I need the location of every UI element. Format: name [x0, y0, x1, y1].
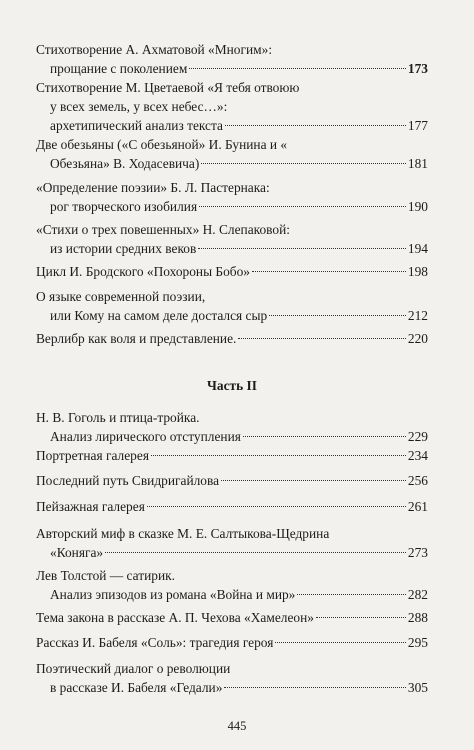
leader-dots [199, 206, 406, 207]
entry-title-line: «Определение поэзии» Б. Л. Пастернака: [36, 180, 270, 195]
entry-title-line: Цикл И. Бродского «Похороны Бобо» [36, 264, 251, 279]
toc-entry [36, 287, 428, 325]
page-number: 273 [407, 545, 428, 560]
entry-title-line: из истории средних веков [50, 241, 197, 256]
entry-title-line: Стихотворение М. Цветаевой «Я тебя отвоюю [36, 80, 300, 95]
page-number: 288 [407, 610, 428, 625]
page-number: 220 [407, 331, 428, 346]
page-number: 234 [407, 448, 428, 463]
entry-title-line: архетипический анализ текста [50, 118, 223, 133]
page-folio-number: 445 [227, 719, 247, 733]
toc-entry [36, 40, 428, 78]
entry-title-line: Анализ лирического отступления [50, 429, 241, 444]
toc-entry [36, 566, 428, 604]
entry-title-line: Рассказ И. Бабеля «Соль»: трагедия героя [36, 635, 274, 650]
page-number: 261 [407, 499, 428, 514]
page-number: 212 [407, 308, 428, 323]
page-number: 256 [407, 473, 428, 488]
page-number: 194 [407, 241, 428, 256]
toc-entry [36, 497, 428, 516]
leader-dots [316, 617, 406, 618]
entry-title-line: Пейзажная галерея [36, 499, 145, 514]
page-number: 198 [407, 264, 428, 279]
entry-title-line: Поэтический диалог о революции [36, 661, 231, 676]
leader-dots [189, 68, 406, 69]
leader-dots [238, 338, 406, 339]
leader-dots [243, 436, 406, 437]
entry-title-line: рог творческого изобилия [50, 199, 198, 214]
toc-entry [36, 446, 428, 465]
entry-title-line: Верлибр как воля и представление. [36, 331, 237, 346]
toc-entry [36, 262, 428, 281]
entry-title-line: Лев Толстой — сатирик. [36, 568, 175, 583]
toc-entry [36, 633, 428, 652]
toc-entry [36, 220, 428, 258]
leader-dots [198, 248, 406, 249]
page-number: 229 [407, 429, 428, 444]
entry-title-line: Тема закона в рассказе А. П. Чехова «Хамелеон» [36, 610, 314, 625]
entry-title-line: Две обезьяны («С обезьяной» И. Бунина и « [36, 137, 288, 152]
page-number: 173 [407, 61, 428, 76]
page-number: 181 [407, 156, 428, 171]
page-number: 295 [407, 635, 428, 650]
entry-title-line: Последний путь Свидригайлова [36, 473, 220, 488]
page-number: 190 [407, 199, 428, 214]
entry-title-line: «Стихи о трех повешенных» Н. Слепаковой: [36, 222, 290, 237]
leader-dots [105, 552, 406, 553]
toc-entry [36, 135, 428, 173]
toc-entry [36, 78, 428, 135]
toc-entry [36, 659, 428, 697]
entry-title-line: Обезьяна» В. Ходасевича) [50, 156, 200, 171]
entry-title-line: Н. В. Гоголь и птица-тройка. [36, 410, 200, 425]
toc-entry [36, 178, 428, 216]
entry-title-line: О языке современной поэзии, [36, 289, 206, 304]
leader-dots [297, 594, 406, 595]
leader-dots [275, 642, 406, 643]
entry-title-line: Авторский миф в сказке М. Е. Салтыкова-Щедрина [36, 526, 330, 541]
leader-dots [151, 455, 406, 456]
toc-entry [36, 524, 428, 562]
leader-dots [224, 687, 406, 688]
entry-title-line: Анализ эпизодов из романа «Война и мир» [50, 587, 296, 602]
leader-dots [201, 163, 406, 164]
entry-title-line: у всех земель, у всех небес…»: [50, 99, 228, 114]
leader-dots [221, 480, 406, 481]
toc-entry [36, 608, 428, 627]
entry-title-line: «Коняга» [50, 545, 104, 560]
toc-entry [36, 471, 428, 490]
page-number: 305 [407, 680, 428, 695]
entry-title-line: в рассказе И. Бабеля «Гедали» [50, 680, 223, 695]
page-number: 177 [407, 118, 428, 133]
toc-entry [36, 408, 428, 446]
entry-title-line: Портретная галерея [36, 448, 149, 463]
leader-dots [147, 506, 406, 507]
leader-dots [269, 315, 406, 316]
toc-entry [36, 329, 428, 348]
leader-dots [252, 271, 406, 272]
entry-title-line: прощание с поколением [50, 61, 188, 76]
page-number: 282 [407, 587, 428, 602]
part-heading: Часть II [207, 378, 257, 393]
entry-title-line: Стихотворение А. Ахматовой «Многим»: [36, 42, 273, 57]
leader-dots [225, 125, 406, 126]
entry-title-line: или Кому на самом деле достался сыр [50, 308, 268, 323]
